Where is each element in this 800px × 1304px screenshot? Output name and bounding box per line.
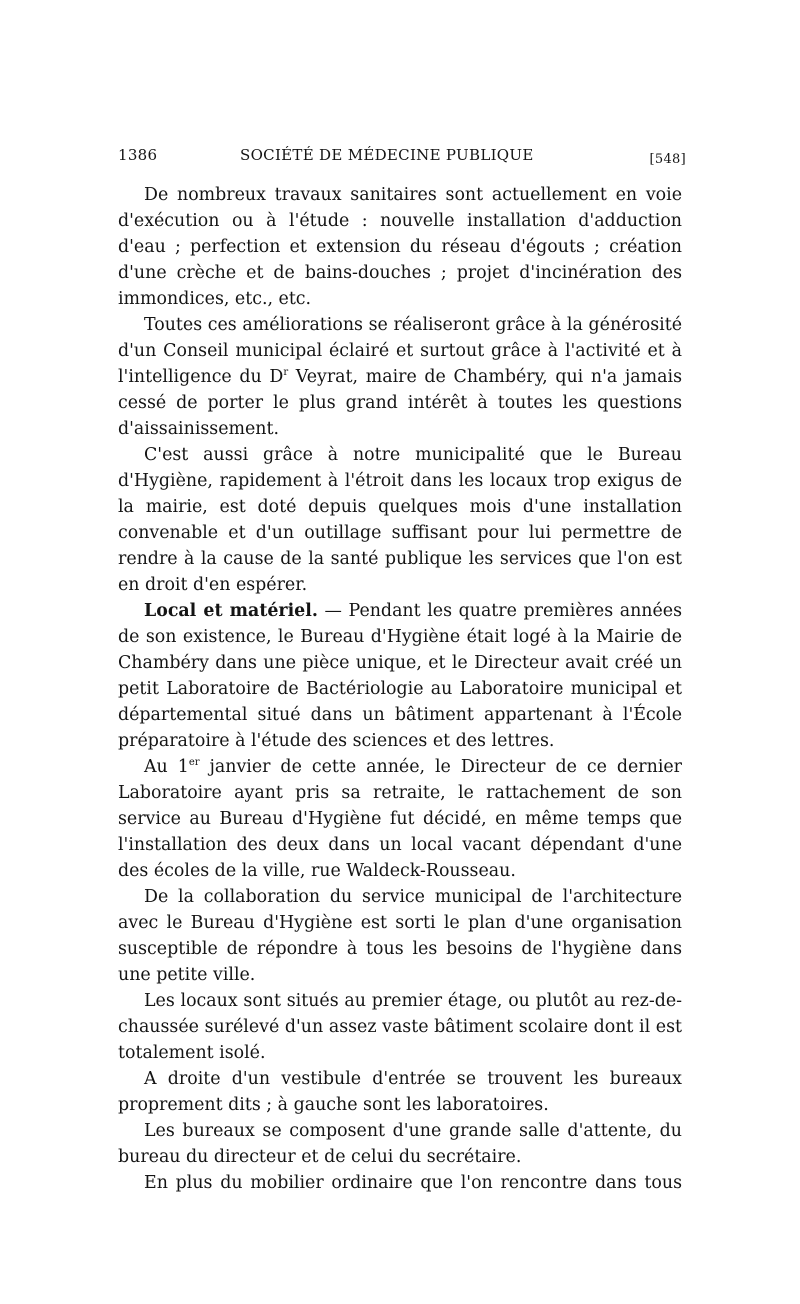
document-page <box>118 142 686 1196</box>
superscript: er <box>188 757 200 769</box>
paragraph: Au 1er janvier de cette année, le Directeur de ce dernier Laboratoire ayant pris sa retraite, le rattachement de son service au Bureau d'Hygiène fut décidé, en même temps que l'installation des deux dans un local vacant dépendant d'une des écoles de la ville, rue Waldeck-Rousseau. <box>118 757 682 881</box>
paragraph: Local et matériel. — Pendant les quatre premières années de son existence, le Bureau d'Hygiène était logé à la Mairie de Chambéry dans une pièce unique, et le Directeur avait créé un petit Laboratoire de Bactériologie au Laboratoire municipal et départemental situé dans un bâtiment appartenant à l'École préparatoire à l'étude des sciences et des lettres. <box>118 601 682 751</box>
page-number: 1386 <box>118 146 158 164</box>
bracket-page-number: [548] <box>649 152 686 167</box>
paragraph: C'est aussi grâce à notre municipalité que le Bureau d'Hygiène, rapidement à l'étroit dans les locaux trop exigus de la mairie, est doté depuis quelques mois d'une installation convenable et d'un outillage suffisant pour lui permettre de rendre à la cause de la santé publique les services que l'on est en droit d'en espérer. <box>118 445 682 595</box>
body-text <box>118 182 682 1196</box>
paragraph: De la collaboration du service municipal de l'architecture avec le Bureau d'Hygiène est sorti le plan d'une organisation susceptible de répondre à tous les besoins de l'hygiène dans une petite ville. <box>118 887 682 985</box>
paragraph: Toutes ces améliorations se réaliseront grâce à la générosité d'un Conseil municipal éclairé et surtout grâce à l'activité et à l'intelligence du $D^r$ Veyrat, maire de Chambéry, qui n'a jamais cessé de porter le plus grand intérêt à toutes les questions d'aissainissement. <box>118 315 683 439</box>
section-heading: Local et matériel. <box>144 601 318 621</box>
paragraph: Les bureaux se composent d'une grande salle d'attente, du bureau du directeur et de celui du secrétaire. <box>118 1121 682 1167</box>
paragraph: De nombreux travaux sanitaires sont actuellement en voie d'exécution ou à l'étude : nouvelle installation d'adduction d'eau ; perfection et extension du réseau d'égouts ; création d'une crèche et de bains-douches ; projet d'incinération des immondices, etc., etc. <box>118 185 682 309</box>
page-header <box>118 142 686 170</box>
paragraph: A droite d'un vestibule d'entrée se trouvent les bureaux proprement dits ; à gauche sont les laboratoires. <box>118 1069 682 1115</box>
running-title: SOCIÉTÉ DE MÉDECINE PUBLIQUE <box>240 146 534 164</box>
superscript: r <box>283 367 289 379</box>
paragraph: Les locaux sont situés au premier étage, ou plutôt au rez-de-chaussée surélevé d'un assez vaste bâtiment scolaire dont il est totalement isolé. <box>118 991 682 1063</box>
paragraph: En plus du mobilier ordinaire que l'on rencontre dans tous <box>144 1173 682 1193</box>
